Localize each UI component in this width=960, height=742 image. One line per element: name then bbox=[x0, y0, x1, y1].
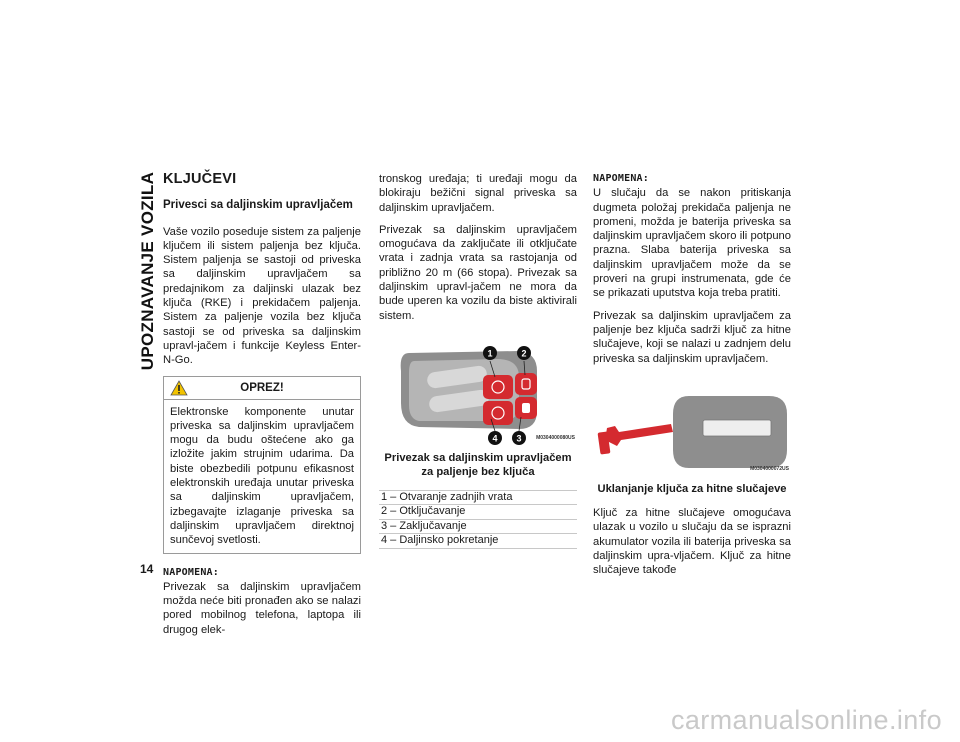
key-fob-figure bbox=[379, 331, 577, 447]
legend-item: 3 – Zaključavanje bbox=[379, 519, 577, 534]
callout-1: 1 bbox=[487, 348, 493, 359]
legend-item: 1 – Otvaranje zadnjih vrata bbox=[379, 490, 577, 505]
key-fob-illustration bbox=[379, 331, 577, 447]
figure-code: M0304000072US bbox=[750, 465, 789, 472]
legend-item: 4 – Daljinsko pokretanje bbox=[379, 533, 577, 548]
section-heading: KLJUČEVI bbox=[163, 171, 237, 187]
emergency-key-paragraph: Privezak sa daljinskim upravljačem za paljenje bez ključa sadrži ključ za hitne slučajeve, koji se nalazi u zadnjem delu priveska sa daljinskim upravljačem. bbox=[593, 309, 791, 365]
paragraph-continued: tronskog uređaja; ti uređaji mogu da blokiraju bežični signal priveska sa daljinskim upravljačem. bbox=[379, 173, 577, 214]
chapter-title-text: UPOZNAVANJE VOZILA bbox=[138, 171, 157, 370]
paragraph-range: Privezak sa daljinskim upravljačem omogućava da zaključate ili otključate vrata i zadnja vrata sa rastojanja od približno 20 m (66 stopa). Privezak sa daljinskim upravl-jačem ne mora da bude uperen ka vozilu da biste aktivirali sistem. bbox=[379, 223, 577, 322]
caution-box bbox=[163, 376, 361, 554]
callout-3: 3 bbox=[516, 433, 522, 444]
intro-paragraph: Vaše vozilo poseduje sistem za paljenje ključem ili sistem paljenja bez ključa. Sistem paljenja se sastoji od priveska sa daljinskim upravljačem sa predajnikom za daljinski ulazak bez ključa (RKE) i prekidačem paljenja. Sistem za paljenje vozila bez ključa sastoji se od priveska sa daljinskim upravl-jačem i funkcije Keyless Enter-N-Go. bbox=[163, 225, 361, 367]
note-paragraph: U slučaju da se nakon pritiskanja dugmeta položaj prekidača paljenja ne promeni, možda je baterija priveska sa daljinskim upravljačem skoro ili potpuno prazna. Slaba baterija priveska sa daljinskim upravljačem može da se proveri na grupi instrumenata, gde će se prikazati uputstva koja treba pratiti. bbox=[593, 187, 791, 300]
legend-divider bbox=[379, 548, 577, 550]
note-heading: NAPOMENA: bbox=[163, 566, 219, 578]
callout-2: 2 bbox=[521, 348, 527, 359]
legend-item: 2 – Otključavanje bbox=[379, 504, 577, 519]
figure-caption: Uklanjanje ključa za hitne slučajeve bbox=[597, 482, 787, 495]
warning-triangle-icon bbox=[170, 380, 188, 396]
page-number: 14 bbox=[140, 562, 154, 576]
note-heading: NAPOMENA: bbox=[593, 173, 649, 184]
note-paragraph: Privezak sa daljinskim upravljačem možda neće biti pronađen ako se nalazi pored mobilnog telefona, laptopa ili drugog elek- bbox=[163, 580, 361, 636]
watermark: carmanualsonline.info bbox=[670, 705, 942, 735]
figure-caption: Privezak sa daljinskim upravljačem za paljenje bez ključa bbox=[384, 451, 572, 479]
caution-text: Elektronske komponente unutar priveska sa daljinskim upravljačem mogu da budu oštećene ako ga izložite jakim strujnim udarima. Da biste obezbedili potpunu efikasnost elektronskih uređaja unutar priveska sa daljinskim upravljačem, izbegavajte izlaganje priveska sa daljinskim upravljačem direktnoj sunčevoj svetlosti. bbox=[170, 405, 354, 547]
chapter-side-title bbox=[136, 168, 160, 373]
emergency-key-usage-paragraph: Ključ za hitne slučajeve omogućava ulazak u vozilo u slučaju da se isprazni akumulator vozila ili baterija priveska sa daljinskim upra-vljačem. Ključ za hitne slučajeve takođe bbox=[593, 507, 791, 577]
figure-code: M0304000080US bbox=[536, 434, 575, 441]
column-middle bbox=[379, 172, 577, 550]
caution-title: OPREZ! bbox=[240, 381, 284, 394]
callout-4: 4 bbox=[492, 433, 498, 444]
column-left bbox=[163, 172, 361, 645]
caution-header bbox=[164, 377, 360, 400]
column-right bbox=[593, 172, 791, 586]
subsection-heading: Privesci sa daljinskim upravljačem bbox=[163, 199, 353, 212]
emergency-key-figure bbox=[593, 384, 791, 478]
